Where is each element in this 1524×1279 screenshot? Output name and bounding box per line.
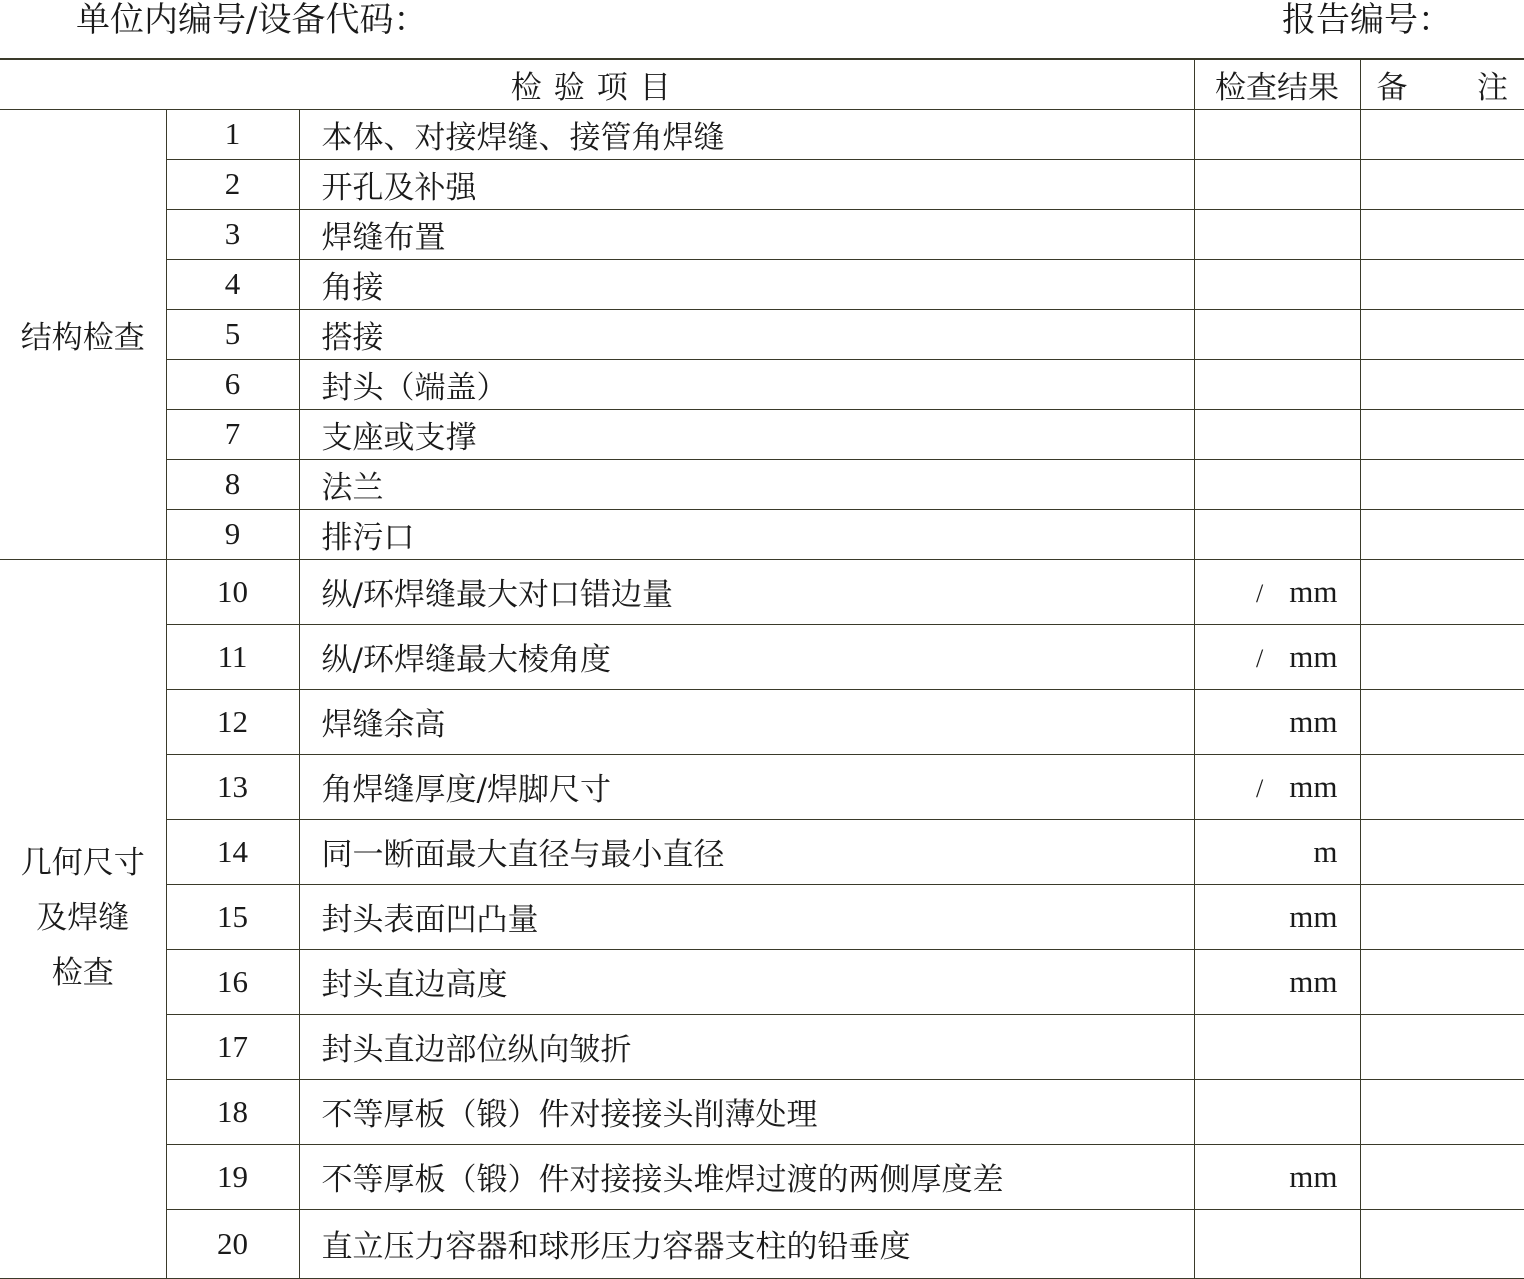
check-result-cell[interactable] bbox=[1194, 559, 1360, 624]
category-label-line: 及焊缝 bbox=[36, 900, 130, 936]
table-row bbox=[0, 1079, 1524, 1144]
check-result-cell[interactable] bbox=[1194, 309, 1360, 359]
inspection-item: 封头表面凹凸量 bbox=[299, 884, 1194, 949]
result-unit: mm bbox=[1289, 1158, 1338, 1194]
check-result-cell[interactable] bbox=[1194, 359, 1360, 409]
inspection-item: 焊缝余高 bbox=[299, 689, 1194, 754]
remarks-cell[interactable] bbox=[1360, 109, 1524, 159]
result-unit: mm bbox=[1289, 768, 1338, 804]
table-row bbox=[0, 949, 1524, 1014]
header-remarks bbox=[1360, 59, 1524, 109]
inspection-item: 不等厚板（锻）件对接接头削薄处理 bbox=[299, 1079, 1194, 1144]
category-label bbox=[21, 836, 145, 1001]
row-number: 5 bbox=[166, 309, 299, 359]
result-unit: mm bbox=[1289, 898, 1338, 934]
table-row bbox=[0, 624, 1524, 689]
result-slash: / bbox=[1256, 578, 1264, 608]
table-row bbox=[0, 459, 1524, 509]
inspection-item: 角接 bbox=[299, 259, 1194, 309]
inspection-item: 搭接 bbox=[299, 309, 1194, 359]
table-row bbox=[0, 109, 1524, 159]
table-row bbox=[0, 819, 1524, 884]
row-number: 7 bbox=[166, 409, 299, 459]
remarks-cell[interactable] bbox=[1360, 209, 1524, 259]
check-result-cell[interactable] bbox=[1194, 1079, 1360, 1144]
header-inspection-item: 检验项目 bbox=[0, 59, 1194, 109]
check-result-cell[interactable] bbox=[1194, 754, 1360, 819]
table-row bbox=[0, 259, 1524, 309]
result-slash: / bbox=[1256, 773, 1264, 803]
inspection-item: 封头（端盖） bbox=[299, 359, 1194, 409]
inspection-item: 同一断面最大直径与最小直径 bbox=[299, 819, 1194, 884]
check-result-cell[interactable] bbox=[1194, 509, 1360, 559]
table-row bbox=[0, 209, 1524, 259]
header-check-result: 检查结果 bbox=[1194, 59, 1360, 109]
row-number: 18 bbox=[166, 1079, 299, 1144]
remarks-cell[interactable] bbox=[1360, 559, 1524, 624]
inspection-item: 纵/环焊缝最大对口错边量 bbox=[299, 559, 1194, 624]
remarks-cell[interactable] bbox=[1360, 884, 1524, 949]
unit-code-label: 单位内编号/设备代码： bbox=[76, 0, 428, 40]
inspection-item: 支座或支撑 bbox=[299, 409, 1194, 459]
row-number: 8 bbox=[166, 459, 299, 509]
inspection-item: 本体、对接焊缝、接管角焊缝 bbox=[299, 109, 1194, 159]
result-unit: mm bbox=[1289, 963, 1338, 999]
report-number-label: 报告编号： bbox=[1282, 0, 1452, 40]
result-slash: / bbox=[1256, 643, 1264, 673]
row-number: 14 bbox=[166, 819, 299, 884]
remarks-cell[interactable] bbox=[1360, 309, 1524, 359]
header-remarks-a: 备 bbox=[1376, 69, 1408, 106]
row-number: 1 bbox=[166, 109, 299, 159]
check-result-cell[interactable] bbox=[1194, 884, 1360, 949]
inspection-item: 纵/环焊缝最大棱角度 bbox=[299, 624, 1194, 689]
inspection-item: 开孔及补强 bbox=[299, 159, 1194, 209]
table-row bbox=[0, 1014, 1524, 1079]
table-row bbox=[0, 359, 1524, 409]
check-result-cell[interactable] bbox=[1194, 819, 1360, 884]
remarks-cell[interactable] bbox=[1360, 1209, 1524, 1278]
row-number: 19 bbox=[166, 1144, 299, 1209]
check-result-cell[interactable] bbox=[1194, 624, 1360, 689]
remarks-cell[interactable] bbox=[1360, 949, 1524, 1014]
check-result-cell[interactable] bbox=[1194, 209, 1360, 259]
remarks-cell[interactable] bbox=[1360, 819, 1524, 884]
category-label-line: 检查 bbox=[51, 955, 114, 991]
check-result-cell[interactable] bbox=[1194, 109, 1360, 159]
remarks-cell[interactable] bbox=[1360, 754, 1524, 819]
header-remarks-b: 注 bbox=[1477, 69, 1508, 106]
table-row bbox=[0, 309, 1524, 359]
row-number: 16 bbox=[166, 949, 299, 1014]
remarks-cell[interactable] bbox=[1360, 1014, 1524, 1079]
row-number: 2 bbox=[166, 159, 299, 209]
category-cell: 结构检查 bbox=[0, 109, 166, 559]
remarks-cell[interactable] bbox=[1360, 509, 1524, 559]
inspection-item: 不等厚板（锻）件对接接头堆焊过渡的两侧厚度差 bbox=[299, 1144, 1194, 1209]
table-row bbox=[0, 884, 1524, 949]
remarks-cell[interactable] bbox=[1360, 259, 1524, 309]
category-cell bbox=[0, 559, 166, 1278]
inspection-item: 法兰 bbox=[299, 459, 1194, 509]
inspection-item: 焊缝布置 bbox=[299, 209, 1194, 259]
remarks-cell[interactable] bbox=[1360, 689, 1524, 754]
remarks-cell[interactable] bbox=[1360, 1079, 1524, 1144]
table-row bbox=[0, 559, 1524, 624]
check-result-cell[interactable] bbox=[1194, 159, 1360, 209]
row-number: 12 bbox=[166, 689, 299, 754]
check-result-cell[interactable] bbox=[1194, 409, 1360, 459]
result-unit: mm bbox=[1289, 573, 1338, 609]
row-number: 4 bbox=[166, 259, 299, 309]
row-number: 3 bbox=[166, 209, 299, 259]
result-unit: mm bbox=[1289, 703, 1338, 739]
remarks-cell[interactable] bbox=[1360, 359, 1524, 409]
table-row bbox=[0, 159, 1524, 209]
table-row bbox=[0, 689, 1524, 754]
inspection-item: 角焊缝厚度/焊脚尺寸 bbox=[299, 754, 1194, 819]
row-number: 13 bbox=[166, 754, 299, 819]
row-number: 9 bbox=[166, 509, 299, 559]
remarks-cell[interactable] bbox=[1360, 459, 1524, 509]
remarks-cell[interactable] bbox=[1360, 159, 1524, 209]
table-header-row bbox=[0, 59, 1524, 109]
table-row bbox=[0, 1144, 1524, 1209]
table-row bbox=[0, 509, 1524, 559]
inspection-item: 直立压力容器和球形压力容器支柱的铅垂度 bbox=[299, 1209, 1194, 1278]
check-result-cell[interactable] bbox=[1194, 459, 1360, 509]
table-row bbox=[0, 409, 1524, 459]
remarks-cell[interactable] bbox=[1360, 624, 1524, 689]
check-result-cell[interactable] bbox=[1194, 1209, 1360, 1278]
row-number: 17 bbox=[166, 1014, 299, 1079]
inspection-item: 封头直边部位纵向皱折 bbox=[299, 1014, 1194, 1079]
check-result-cell[interactable] bbox=[1194, 1144, 1360, 1209]
table-row bbox=[0, 754, 1524, 819]
check-result-cell[interactable] bbox=[1194, 949, 1360, 1014]
check-result-cell[interactable] bbox=[1194, 689, 1360, 754]
result-unit: mm bbox=[1289, 638, 1338, 674]
row-number: 20 bbox=[166, 1209, 299, 1278]
row-number: 6 bbox=[166, 359, 299, 409]
row-number: 10 bbox=[166, 559, 299, 624]
table-row bbox=[0, 1209, 1524, 1278]
row-number: 11 bbox=[166, 624, 299, 689]
category-label-line: 几何尺寸 bbox=[20, 845, 145, 881]
inspection-item: 封头直边高度 bbox=[299, 949, 1194, 1014]
result-unit: m bbox=[1313, 833, 1338, 869]
row-number: 15 bbox=[166, 884, 299, 949]
check-result-cell[interactable] bbox=[1194, 1014, 1360, 1079]
check-result-cell[interactable] bbox=[1194, 259, 1360, 309]
remarks-cell[interactable] bbox=[1360, 1144, 1524, 1209]
remarks-cell[interactable] bbox=[1360, 409, 1524, 459]
inspection-item: 排污口 bbox=[299, 509, 1194, 559]
inspection-table bbox=[0, 58, 1524, 1279]
